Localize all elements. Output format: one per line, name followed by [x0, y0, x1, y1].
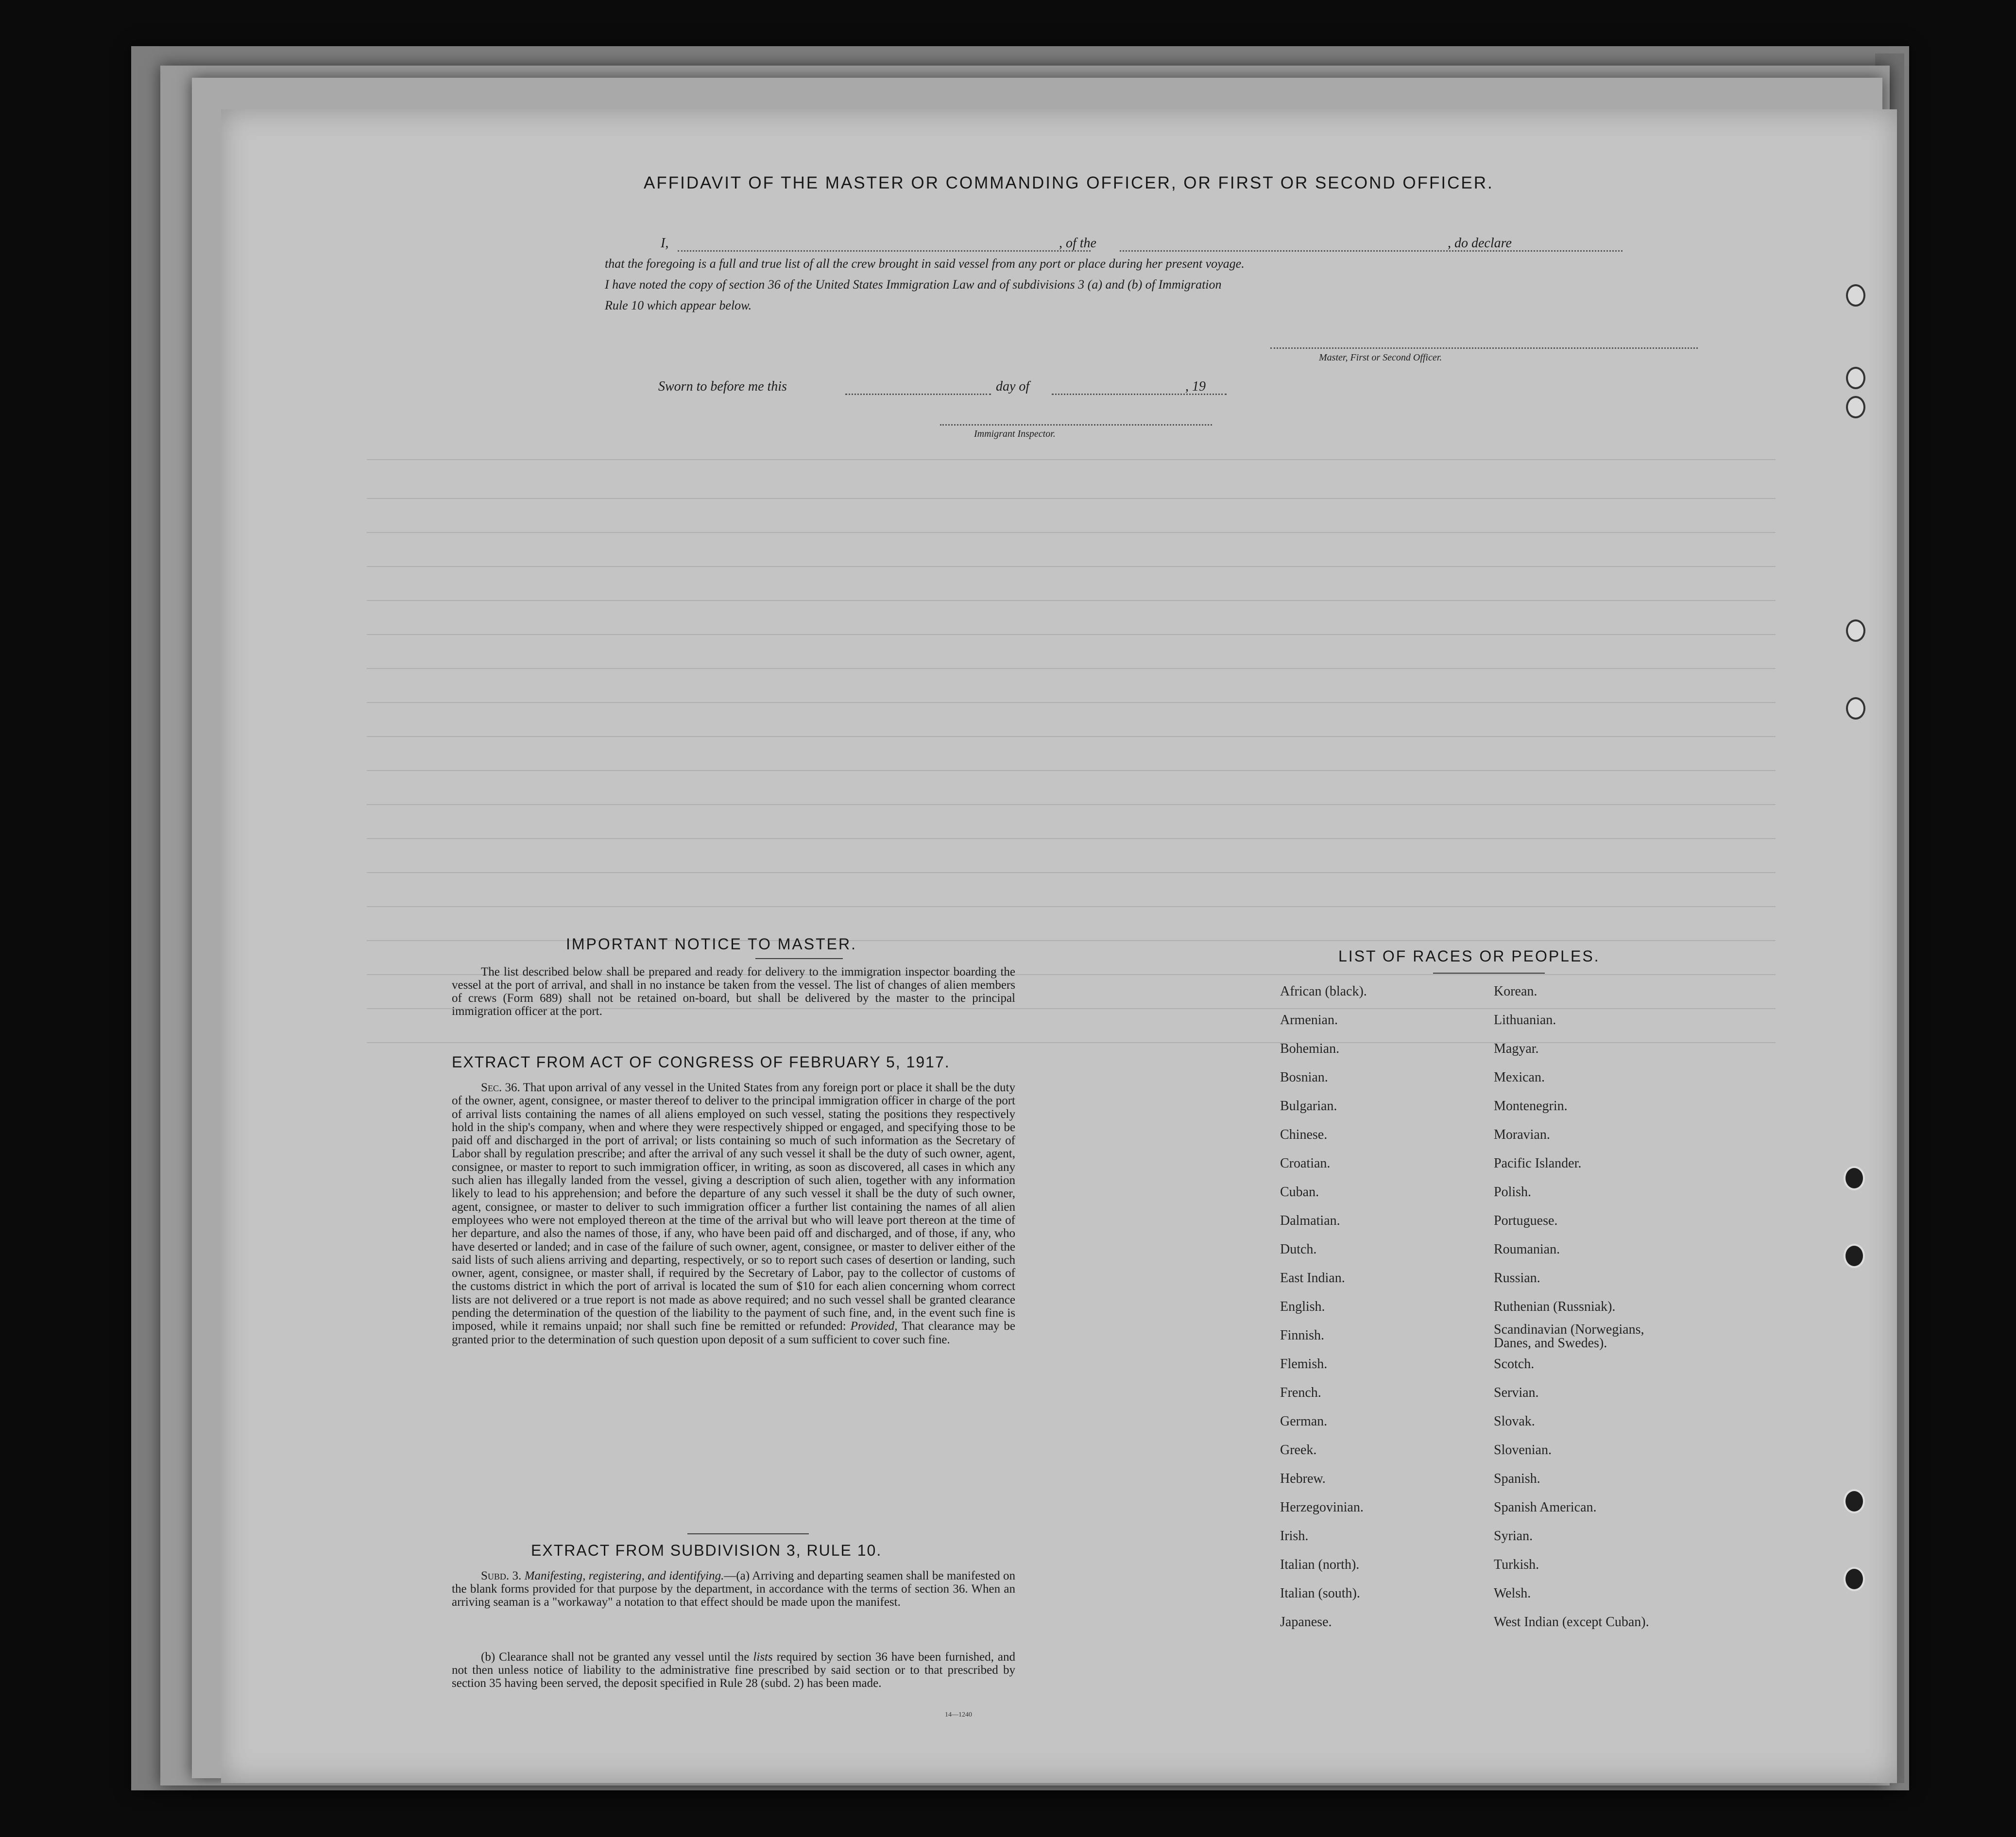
race-item: Servian.: [1494, 1385, 1539, 1400]
rule-extract-part-b: [452, 1650, 1015, 1690]
races-title: LIST OF RACES OR PEOPLES.: [1338, 947, 1600, 965]
race-item: French.: [1280, 1385, 1321, 1400]
act-extract-title: EXTRACT FROM ACT OF CONGRESS OF FEBRUARY 5, 1917.: [452, 1053, 950, 1071]
master-signature-label: Master, First or Second Officer.: [1319, 352, 1442, 363]
race-item: West Indian (except Cuban).: [1494, 1614, 1649, 1630]
race-item: Montenegrin.: [1494, 1099, 1568, 1114]
race-item: Japanese.: [1280, 1614, 1332, 1630]
manifest-page: [221, 109, 1897, 1783]
subd-title: Manifesting, registering, and identifying.: [524, 1569, 724, 1582]
bleed-through-rows: [221, 109, 1897, 1783]
section-36-text: That upon arrival of any vessel in the United States from any foreign port or place it shall be the duty of the owner, agent, consignee, or master thereof to deliver to the principal immigration officer in charge of the port of arrival lists containing the names of all aliens employed on such vessel, stating the positions they respectively hold in the ship's company, when and where they were respectively shipped or engaged, and specifying those to be paid off and discharged in the port of arrival; or lists containing so much of such information as the Secretary of Labor shall by regulation prescribe; and after the arrival of any such vessel it shall be the duty of such owner, agent, consignee, or master to report to such immigration officer, in writing, as soon as discovered, all cases in which any such alien has illegally landed from the vessel, giving a description of such alien, together with any information likely to lead to his apprehension; and before the departure of any such vessel it shall be the duty of such owner, agent, consignee, or master to deliver to such immigration officer a further list containing the names of all alien employees who were not employed thereon at the time of the arrival but who will leave port thereon at the time of her departure, and also the names of those, if any, who have been paid off and discharged, and of those, if any, who have deserted or landed; and in case of the failure of such owner, agent, consignee, or master to deliver either of the said lists of such aliens arriving and departing, respectively, or so to report such cases of desertion or landing, such owner, agent, consignee, or master shall, if required by the Secretary of Labor, pay to the collector of customs of the customs district in which the port of arrival is located the sum of $10 for each alien concerning whom correct lists are not delivered or a true report is not made as above required; and no such vessel shall be granted clearance pending the determination of the question of the liability to the payment of such fine, and, in the event such fine is imposed, while it remains unpaid; nor shall such fine be remitted or refunded:: [452, 1081, 1015, 1333]
sworn-text: Sworn to before me this: [658, 379, 787, 394]
part-b-post: required by section 36 have been furnished, and not then unless notice of liability to the administrative fine prescribed by said section or to that prescribed by section 35 having been served, the deposit specified in Rule 28 (subd. 2) has been made.: [452, 1650, 1016, 1690]
race-item: Moravian.: [1494, 1127, 1550, 1142]
affidavit-title: AFFIDAVIT OF THE MASTER OR COMMANDING OFFICER, OR FIRST OR SECOND OFFICER.: [644, 173, 1494, 192]
punch-hole: [1846, 697, 1865, 720]
day-of-text: day of: [996, 379, 1030, 394]
race-item: Roumanian.: [1494, 1242, 1560, 1257]
subd-label: Subd. 3.: [481, 1569, 522, 1582]
race-item: African (black).: [1280, 984, 1367, 999]
race-item: Scotch.: [1494, 1356, 1535, 1372]
affidavit-line4: Rule 10 which appear below.: [605, 298, 752, 312]
race-item: Russian.: [1494, 1270, 1540, 1286]
race-item: Cuban.: [1280, 1185, 1319, 1200]
race-item: Dalmatian.: [1280, 1213, 1340, 1228]
race-item: Irish.: [1280, 1528, 1309, 1544]
race-item: Armenian.: [1280, 1013, 1338, 1028]
punch-hole: [1844, 1489, 1865, 1513]
punch-hole: [1844, 1567, 1865, 1591]
race-item: Bosnian.: [1280, 1070, 1328, 1085]
race-item: Welsh.: [1494, 1586, 1531, 1601]
race-item: Bulgarian.: [1280, 1099, 1337, 1114]
races-rule: [1433, 973, 1545, 974]
vessel-blank: [1120, 250, 1623, 253]
race-item: Slovak.: [1494, 1414, 1535, 1429]
punch-hole: [1844, 1244, 1865, 1268]
affidavit-line3: I have noted the copy of section 36 of the United States Immigration Law and of subdivisions 3 (a) and (b) of Immigration: [605, 277, 1222, 292]
master-signature-line: [1270, 347, 1698, 350]
race-item: Ruthenian (Russniak).: [1494, 1299, 1616, 1314]
rule-extract-part-a: [452, 1569, 1015, 1609]
inspector-signature-label: Immigrant Inspector.: [974, 429, 1056, 439]
punch-hole: [1846, 284, 1865, 307]
inspector-signature-line: [940, 424, 1212, 427]
race-item: East Indian.: [1280, 1270, 1345, 1286]
part-b-lists: lists: [753, 1650, 773, 1664]
punch-hole: [1846, 619, 1865, 642]
year-prefix: , 19: [1185, 379, 1206, 394]
affidavit-declare: , do declare: [1448, 236, 1512, 251]
race-item: Magyar.: [1494, 1041, 1539, 1056]
notice-rule: [755, 958, 843, 959]
act-extract-rule: [687, 1533, 809, 1534]
race-item: Slovenian.: [1494, 1442, 1552, 1458]
race-item: Dutch.: [1280, 1242, 1317, 1257]
punch-hole: [1846, 367, 1865, 389]
race-item: Pacific Islander.: [1494, 1156, 1582, 1171]
part-b-pre: (b) Clearance shall not be granted any vessel until the: [481, 1650, 750, 1664]
race-item: Portuguese.: [1494, 1213, 1558, 1228]
section-label: Sec. 36.: [481, 1081, 520, 1094]
notice-body: The list described below shall be prepared and ready for delivery to the immigration inspector boarding the vessel at the port of arrival, and shall in no instance be taken from the vessel. The list of changes of alien members of crews (Form 689) shall not be retained on-board, but shall be delivered by the master to the principal immigration officer at the port.: [452, 965, 1015, 1018]
race-item: Korean.: [1494, 984, 1538, 999]
race-item: Hebrew.: [1280, 1471, 1326, 1486]
race-item: Italian (south).: [1280, 1586, 1360, 1601]
race-item: Chinese.: [1280, 1127, 1328, 1142]
race-item: Polish.: [1494, 1185, 1532, 1200]
race-item: Bohemian.: [1280, 1041, 1340, 1056]
act-extract-body: [452, 1081, 1015, 1346]
race-item: Lithuanian.: [1494, 1013, 1556, 1028]
race-item: German.: [1280, 1414, 1328, 1429]
race-item: Finnish.: [1280, 1328, 1325, 1343]
race-item: Croatian.: [1280, 1156, 1331, 1171]
race-item: Flemish.: [1280, 1356, 1328, 1372]
race-item: Spanish American.: [1494, 1500, 1597, 1515]
race-item: Syrian.: [1494, 1528, 1533, 1544]
race-item: English.: [1280, 1299, 1325, 1314]
name-blank: [678, 250, 1091, 253]
affidavit-i: I,: [661, 236, 669, 251]
race-item: Turkish.: [1494, 1557, 1539, 1572]
race-item: Herzegovinian.: [1280, 1500, 1364, 1515]
punch-hole: [1846, 396, 1865, 418]
notice-title: IMPORTANT NOTICE TO MASTER.: [566, 935, 857, 953]
section-36-text-end: That clearance may be granted prior to the determination of such question upon deposit of a sum sufficient to cover such fine.: [452, 1320, 1015, 1346]
rule-extract-title: EXTRACT FROM SUBDIVISION 3, RULE 10.: [531, 1542, 882, 1559]
race-item: Greek.: [1280, 1442, 1317, 1458]
race-item: Spanish.: [1494, 1471, 1540, 1486]
form-number: 14—1240: [945, 1711, 972, 1718]
race-item: Scandinavian (Norwegians, Danes, and Swedes).: [1494, 1322, 1644, 1351]
affidavit-of-the: , of the: [1059, 236, 1096, 251]
punch-hole: [1844, 1166, 1865, 1190]
provided-keyword: Provided,: [850, 1320, 898, 1333]
part-a-text: —(a) Arriving and departing seamen shall be manifested on the blank forms provided for that purpose by the department, in accordance with the terms of section 36. When an arriving seaman is a "workaway" a notation to that effect should be made upon the manifest.: [452, 1569, 1015, 1609]
affidavit-line2: that the foregoing is a full and true list of all the crew brought in said vessel from any port or place during her present voyage.: [605, 257, 1245, 271]
race-item: Mexican.: [1494, 1070, 1545, 1085]
race-item: Italian (north).: [1280, 1557, 1360, 1572]
sworn-day-blank: [845, 394, 991, 396]
